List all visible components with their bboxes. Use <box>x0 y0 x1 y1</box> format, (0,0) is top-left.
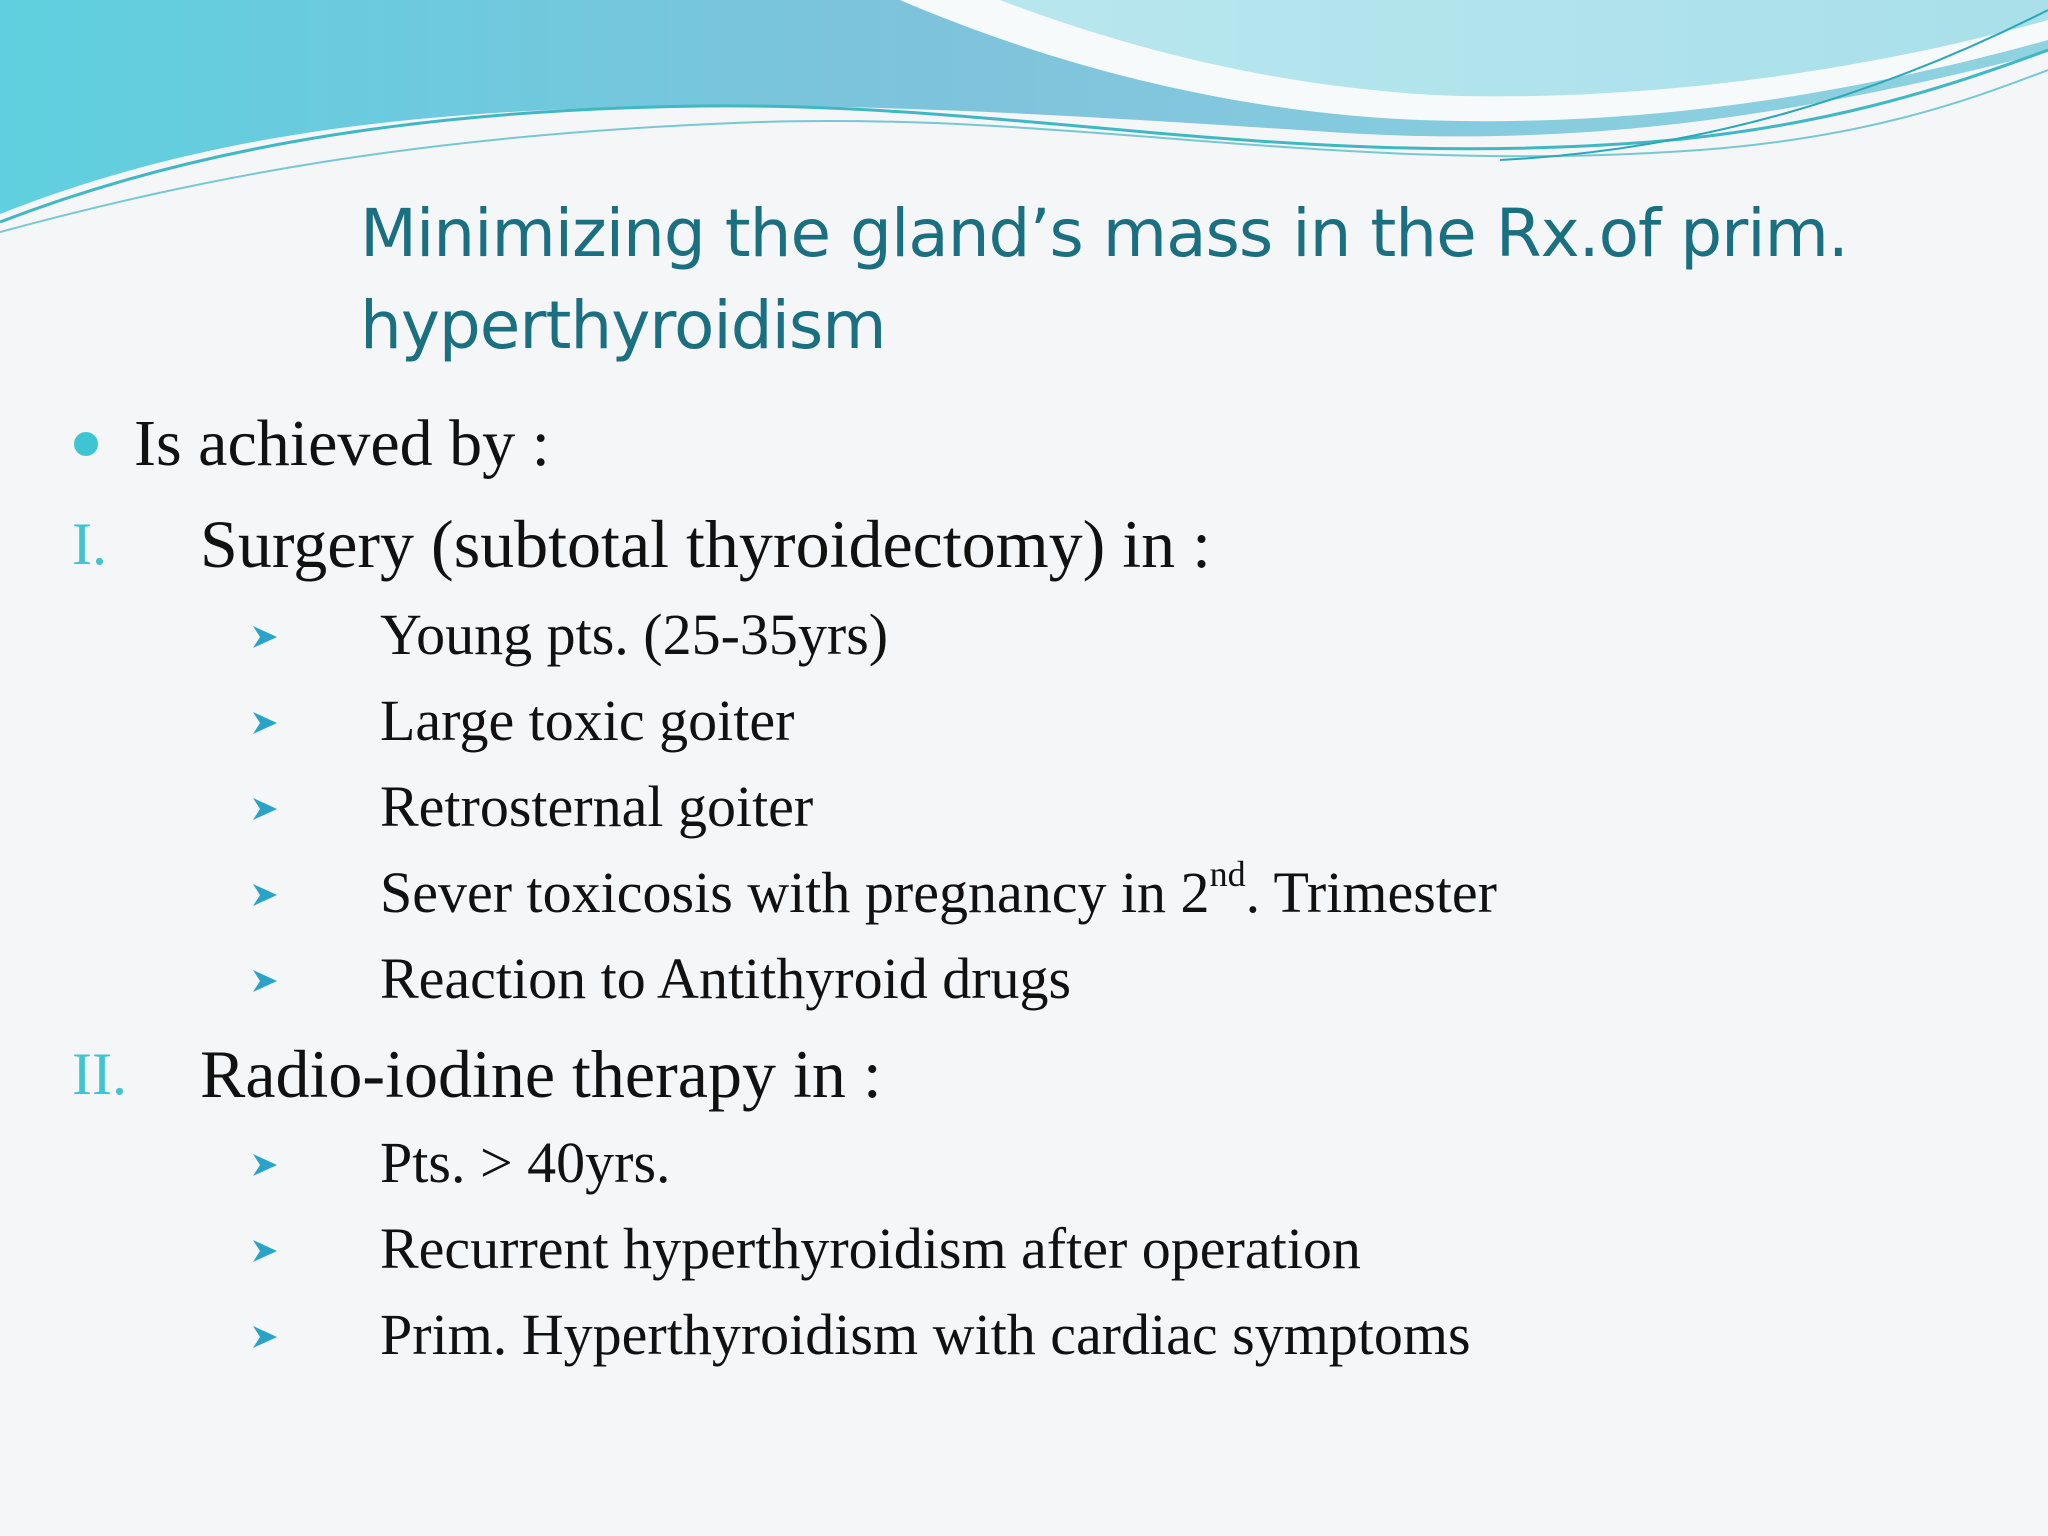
list-item-text: Large toxic goiter <box>380 688 795 753</box>
arrow-bullet-icon <box>250 966 280 996</box>
dot-bullet-icon <box>74 432 98 456</box>
ordinal-suffix: nd <box>1209 854 1246 894</box>
arrow-bullet-icon <box>250 880 280 910</box>
arrow-bullet-icon <box>250 708 280 738</box>
list-item-text: Young pts. (25-35yrs) <box>380 602 889 667</box>
section-heading: Radio-iodine therapy in : <box>200 1036 882 1112</box>
arrow-bullet-icon <box>250 622 280 652</box>
list-item-text: Prim. Hyperthyroidism with cardiac symptoms <box>380 1302 1471 1367</box>
title-line-1: Minimizing the gland’s mass in the Rx.of prim. <box>360 195 1848 272</box>
arrow-bullet-icon <box>250 794 280 824</box>
list-item-text: Recurrent hyperthyroidism after operation <box>380 1216 1361 1281</box>
list-item-text: Retrosternal goiter <box>380 774 814 839</box>
list-item-text: Pts. > 40yrs. <box>380 1130 671 1195</box>
section-heading: Surgery (subtotal thyroidectomy) in : <box>200 506 1212 582</box>
list-item-tail: . Trimester <box>1245 860 1497 925</box>
section-number: II. <box>72 1041 127 1107</box>
list-item-text <box>380 854 1497 928</box>
arrow-bullet-icon <box>250 1150 280 1180</box>
list-item-text: Reaction to Antithyroid drugs <box>380 946 1072 1011</box>
slide-title <box>360 188 1980 372</box>
arrow-bullet-icon <box>250 1322 280 1352</box>
arrow-bullet-icon <box>250 1236 280 1266</box>
lead-text: Is achieved by : <box>134 407 551 480</box>
title-line-2: hyperthyroidism <box>360 287 886 364</box>
list-item-main: Sever toxicosis with pregnancy in 2 <box>380 860 1210 925</box>
section-number: I. <box>72 511 107 577</box>
